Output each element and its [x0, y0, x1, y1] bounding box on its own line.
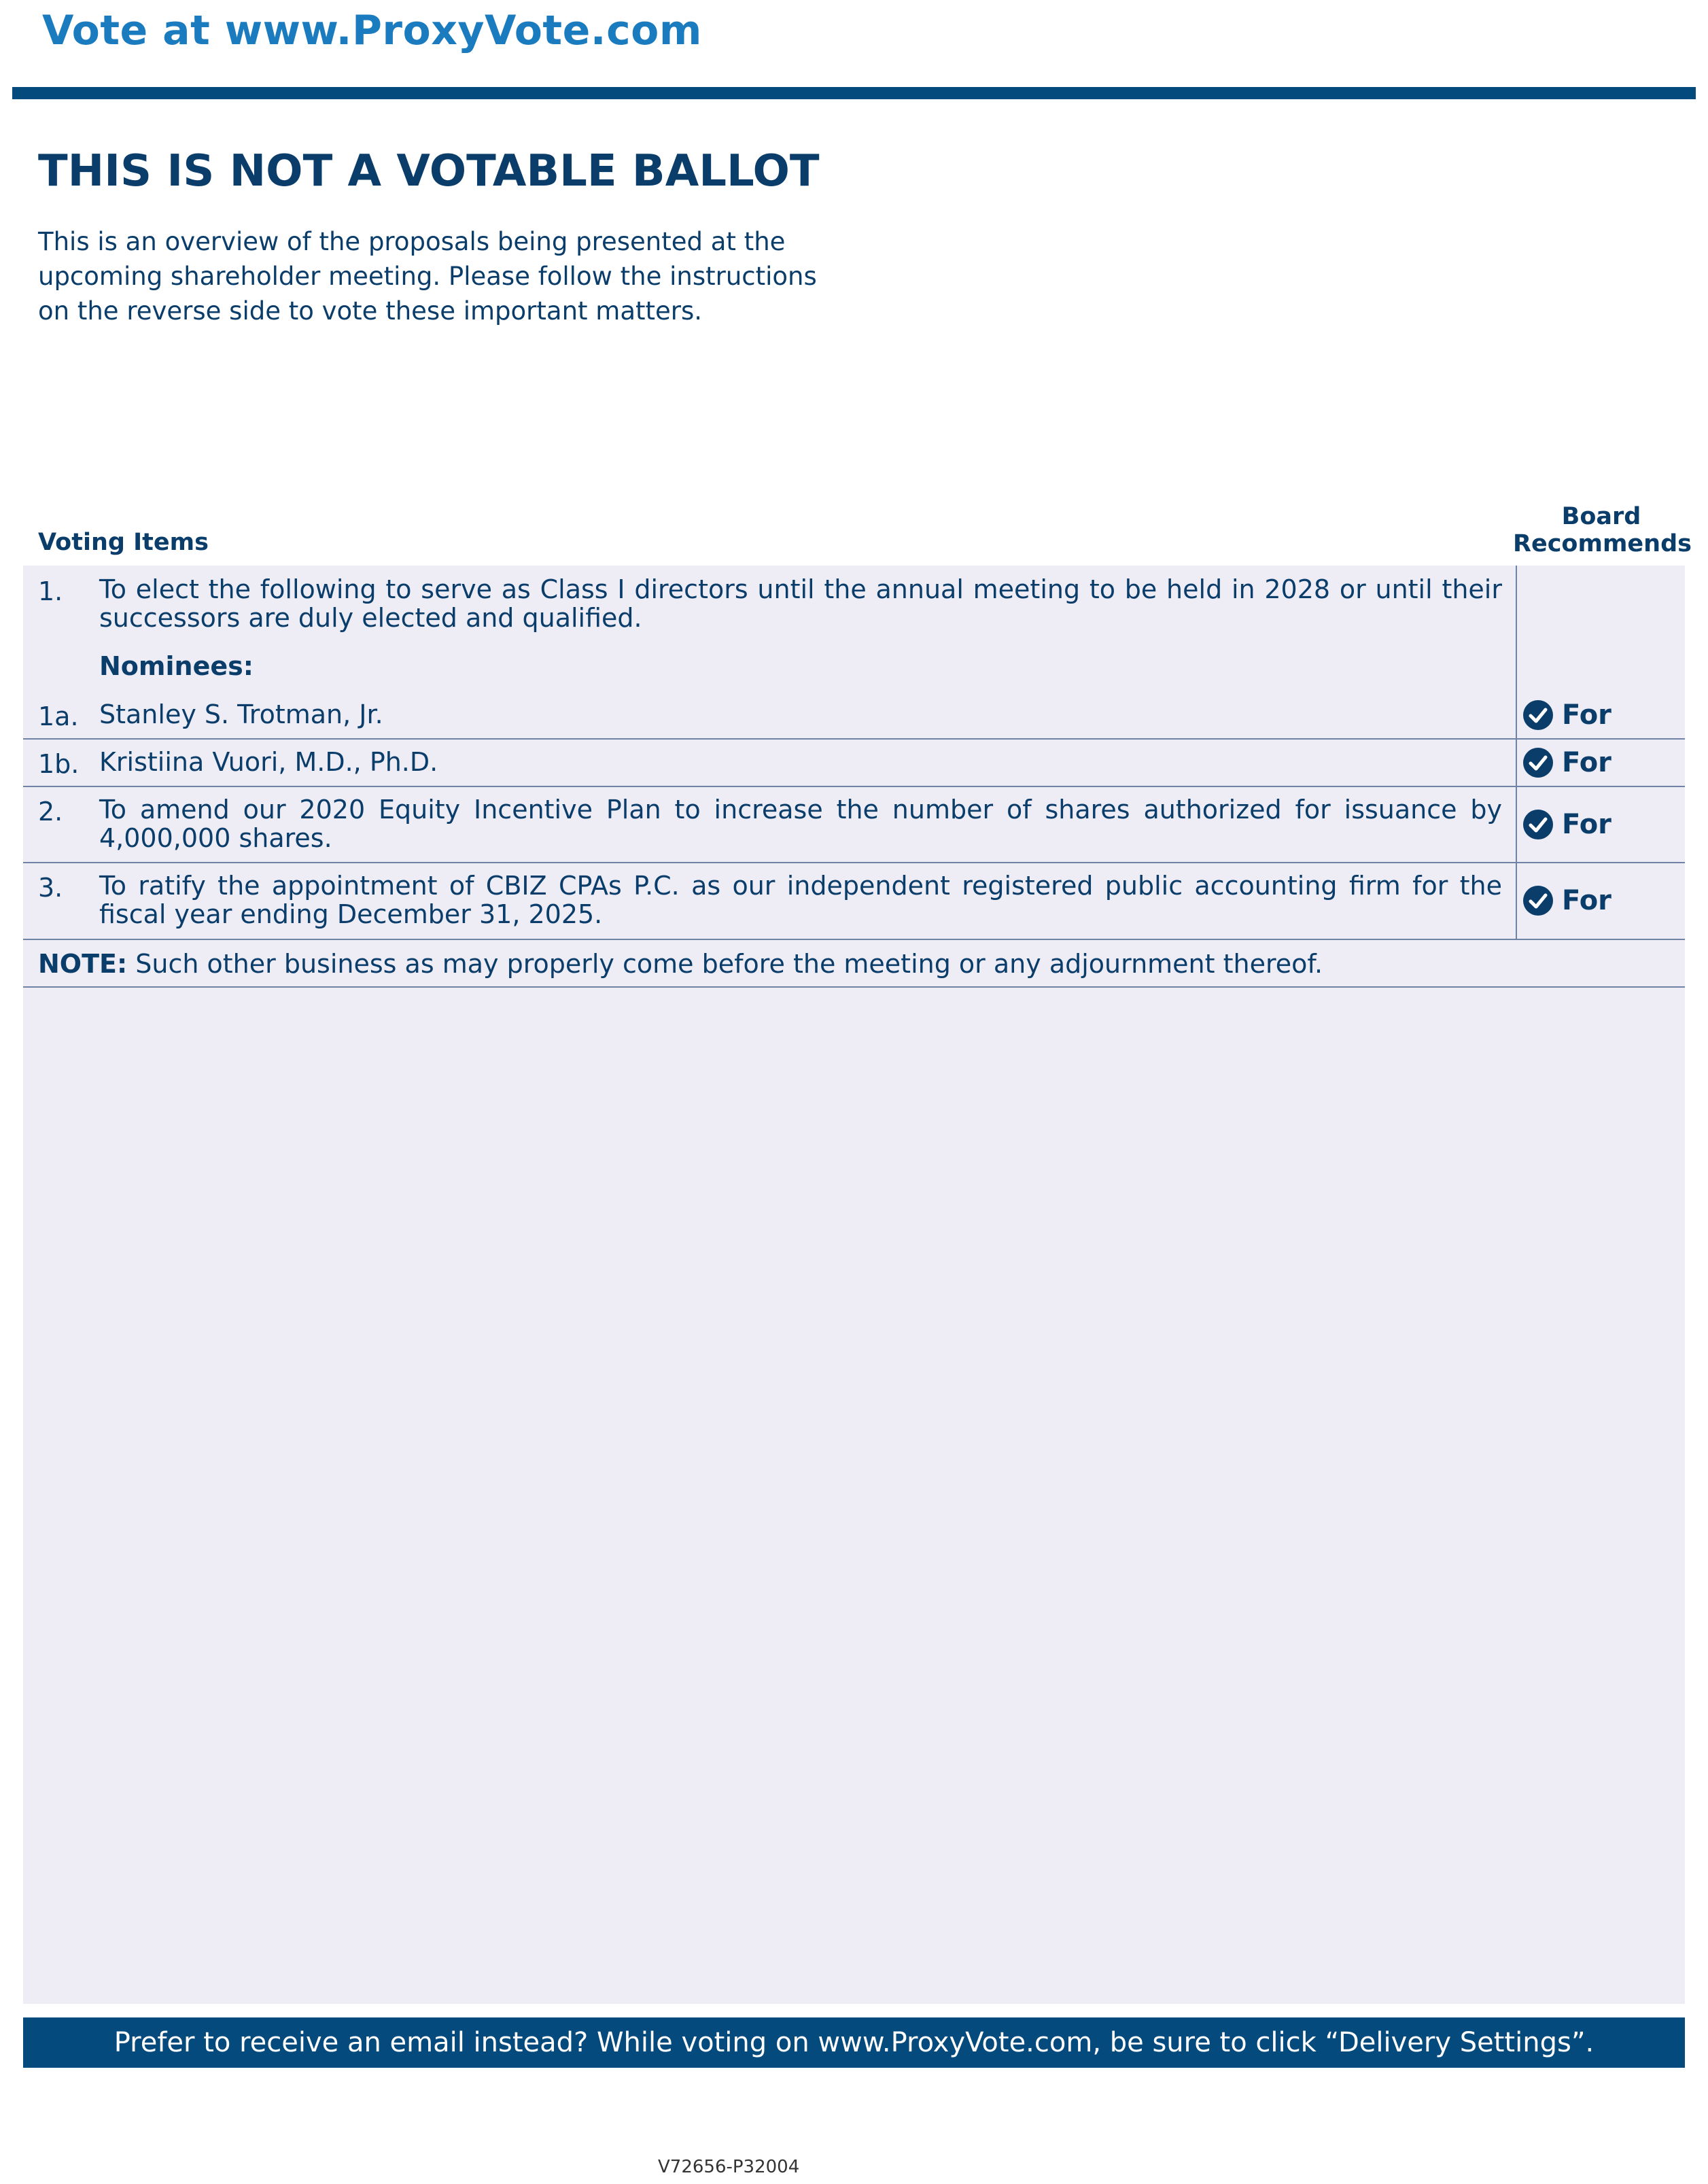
voting-items-panel: [23, 566, 1685, 2004]
board-recommends-header: [1513, 503, 1690, 557]
item-1-text: To elect the following to serve as Class I directors until the annual meeting to be held in 2028 or until their successors are duly elected and qualified.: [99, 574, 1502, 633]
row-divider: [23, 939, 1685, 940]
item-1a-rec-label: For: [1562, 699, 1611, 731]
proxyvote-header: Vote at www.ProxyVote.com: [42, 7, 702, 54]
item-1a-text: Stanley S. Trotman, Jr.: [99, 699, 383, 729]
item-2-text: To amend our 2020 Equity Incentive Plan to increase the number of shares authorized for issuance by 4,000,000 shares.: [99, 795, 1502, 853]
document-code: V72656-P32004: [658, 2157, 800, 2177]
item-3-rec-label: For: [1562, 885, 1611, 916]
row-divider: [23, 986, 1685, 988]
item-3-recommendation: [1522, 885, 1611, 916]
board-recommends-header-line1: Board: [1561, 503, 1641, 530]
footer-text: Prefer to receive an email instead? While voting on www.ProxyVote.com, be sure to click “Delivery Settings”.: [114, 2027, 1594, 2058]
intro-text: This is an overview of the proposals being presented at the upcoming shareholder meeting. Please follow the instructions on the reverse side to vote these important matters.: [38, 227, 817, 326]
item-1b-number: 1b.: [38, 749, 80, 779]
note-label: NOTE:: [38, 949, 128, 979]
note-text: [38, 949, 1323, 979]
nominees-label: Nominees:: [99, 651, 254, 681]
note-body: Such other business as may properly come before the meeting or any adjournment thereof.: [127, 949, 1323, 979]
check-circle-icon: [1522, 747, 1554, 778]
item-2-number: 2.: [38, 797, 63, 827]
page-title: THIS IS NOT A VOTABLE BALLOT: [38, 146, 820, 196]
row-divider: [23, 786, 1685, 787]
delivery-settings-banner: [23, 2017, 1685, 2068]
item-1b-recommendation: [1522, 747, 1611, 778]
check-circle-icon: [1522, 885, 1554, 916]
item-1b-text: Kristiina Vuori, M.D., Ph.D.: [99, 747, 438, 777]
item-1a-number: 1a.: [38, 701, 79, 731]
item-2-recommendation: [1522, 809, 1611, 840]
check-circle-icon: [1522, 699, 1554, 731]
item-1b-rec-label: For: [1562, 747, 1611, 778]
row-divider: [23, 862, 1685, 863]
row-divider: [23, 738, 1685, 740]
voting-items-header: Voting Items: [38, 529, 209, 556]
item-3-number: 3.: [38, 873, 63, 903]
item-1-number: 1.: [38, 576, 63, 606]
column-separator: [1516, 566, 1517, 939]
item-2-rec-label: For: [1562, 809, 1611, 840]
board-recommends-header-line2: Recommends: [1513, 530, 1692, 557]
item-1a-recommendation: [1522, 699, 1611, 731]
check-circle-icon: [1522, 809, 1554, 840]
item-3-text: To ratify the appointment of CBIZ CPAs P.C. as our independent registered public accounting firm for the fiscal year ending December 31, 2025.: [99, 871, 1502, 929]
header-rule: [12, 87, 1696, 99]
